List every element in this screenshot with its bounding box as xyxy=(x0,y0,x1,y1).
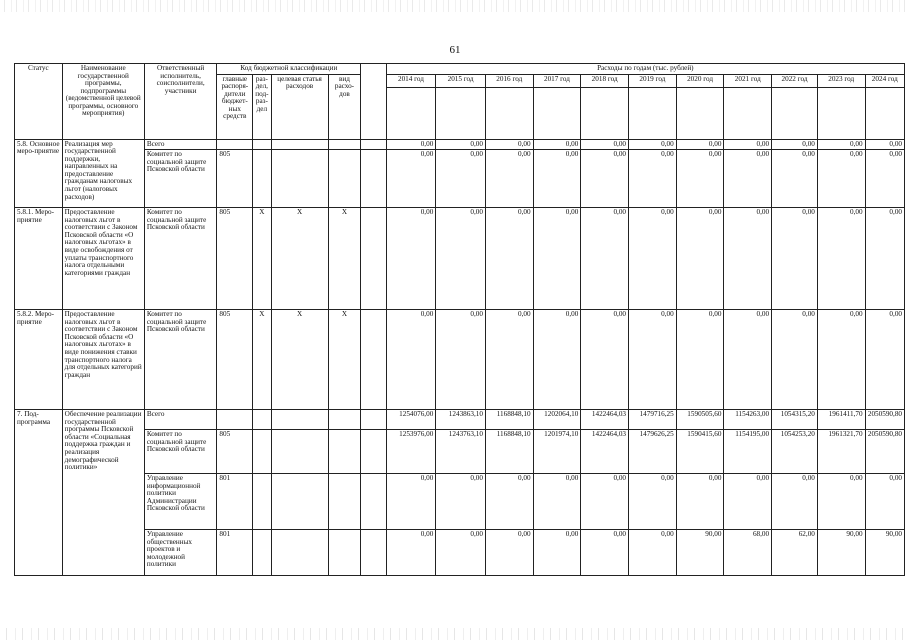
row-value: 0,00 xyxy=(533,208,581,310)
row-value: 2050590,80 xyxy=(865,410,904,430)
row-value: 0,00 xyxy=(386,139,436,150)
header-grbs: главные распоря-дители бюджет-ных средств xyxy=(217,74,253,139)
row-value: 0,00 xyxy=(436,530,486,576)
row-grbs: 805 xyxy=(217,150,253,208)
row-csr xyxy=(271,410,328,430)
row-value: 90,00 xyxy=(676,530,724,576)
header-vr: вид расхо-дов xyxy=(328,74,361,139)
row-executor: Комитет по социальной защите Псковской области xyxy=(144,430,217,474)
row-value: 2050590,80 xyxy=(865,430,904,474)
header-status: Статус xyxy=(15,64,63,140)
row-executor: Комитет по социальной защите Псковской области xyxy=(144,208,217,310)
row-rzpr xyxy=(253,474,271,530)
header-year-spacer xyxy=(629,87,677,139)
row-value: 0,00 xyxy=(533,139,581,150)
row-value: 0,00 xyxy=(676,310,724,410)
row-vr xyxy=(328,139,361,150)
row-value: 0,00 xyxy=(865,150,904,208)
row-value: 1479716,25 xyxy=(629,410,677,430)
row-csr xyxy=(271,139,328,150)
row-value: 0,00 xyxy=(772,474,818,530)
header-year-spacer xyxy=(386,87,436,139)
row-value: 0,00 xyxy=(724,139,772,150)
row-value: 0,00 xyxy=(772,310,818,410)
scan-edge-bottom xyxy=(0,628,905,640)
row-vr xyxy=(328,410,361,430)
row-value: 1479626,25 xyxy=(629,430,677,474)
row-value: 0,00 xyxy=(772,208,818,310)
row-value: 0,00 xyxy=(865,139,904,150)
header-year: 2018 год xyxy=(581,74,629,87)
header-blank xyxy=(361,64,386,140)
table-row xyxy=(15,139,905,150)
row-status: 5.8.1. Меро-приятие xyxy=(15,208,63,310)
table-row xyxy=(15,474,905,530)
row-blank xyxy=(361,150,386,208)
row-value: 1422464,03 xyxy=(581,410,629,430)
row-value: 0,00 xyxy=(629,208,677,310)
table-row xyxy=(15,410,905,430)
table-row xyxy=(15,310,905,410)
row-value: 0,00 xyxy=(436,150,486,208)
header-year-spacer xyxy=(772,87,818,139)
row-rzpr xyxy=(253,150,271,208)
header-year-spacer xyxy=(817,87,865,139)
row-csr xyxy=(271,430,328,474)
row-value: 0,00 xyxy=(485,208,533,310)
row-name: Обеспечение реализации государственной программы Псковской области «Социальная поддержка граждан и реализация демографической политики» xyxy=(62,410,144,576)
row-value: 0,00 xyxy=(629,310,677,410)
header-year: 2014 год xyxy=(386,74,436,87)
row-value: 1961411,70 xyxy=(817,410,865,430)
row-rzpr: Х xyxy=(253,208,271,310)
header-executor: Ответственный исполнитель, соисполнители, участники xyxy=(144,64,217,140)
header-year: 2017 год xyxy=(533,74,581,87)
row-value: 0,00 xyxy=(865,208,904,310)
row-value: 0,00 xyxy=(817,150,865,208)
header-expenses-title: Расходы по годам (тыс. рублей) xyxy=(386,64,904,75)
row-value: 0,00 xyxy=(629,530,677,576)
row-blank xyxy=(361,530,386,576)
row-executor: Всего xyxy=(144,410,217,430)
row-value: 0,00 xyxy=(676,474,724,530)
row-value: 1054315,20 xyxy=(772,410,818,430)
table-row xyxy=(15,150,905,208)
table-row xyxy=(15,430,905,474)
row-blank xyxy=(361,139,386,150)
header-rzpr: раз-дел, под-раз-дел xyxy=(253,74,271,139)
row-grbs: 805 xyxy=(217,310,253,410)
row-vr xyxy=(328,430,361,474)
row-value: 90,00 xyxy=(817,530,865,576)
row-value: 1422464,03 xyxy=(581,430,629,474)
row-value: 1590505,60 xyxy=(676,410,724,430)
budget-table xyxy=(14,63,905,576)
header-year-spacer xyxy=(676,87,724,139)
row-value: 1201974,10 xyxy=(533,430,581,474)
row-value: 0,00 xyxy=(436,474,486,530)
row-name: Предоставление налоговых льгот в соответствии с Законом Псковской области «О налоговых льготах» в виде освобождения от уплаты транспортного налога отдельными категориями граждан xyxy=(62,208,144,310)
row-value: 0,00 xyxy=(629,474,677,530)
row-value: 0,00 xyxy=(485,530,533,576)
row-value: 0,00 xyxy=(581,310,629,410)
row-status: 5.8. Основное меро-приятие xyxy=(15,139,63,208)
row-value: 0,00 xyxy=(533,150,581,208)
row-value: 0,00 xyxy=(817,474,865,530)
row-value: 0,00 xyxy=(676,208,724,310)
row-value: 1254076,00 xyxy=(386,410,436,430)
page-number: 61 xyxy=(449,44,461,56)
table-row xyxy=(15,530,905,576)
row-value: 0,00 xyxy=(676,150,724,208)
row-value: 0,00 xyxy=(817,208,865,310)
row-executor: Комитет по социальной защите Псковской области xyxy=(144,150,217,208)
row-rzpr xyxy=(253,410,271,430)
row-value: 0,00 xyxy=(724,474,772,530)
row-value: 0,00 xyxy=(533,530,581,576)
row-blank xyxy=(361,474,386,530)
row-value: 1168848,10 xyxy=(485,430,533,474)
row-value: 0,00 xyxy=(386,474,436,530)
row-grbs: 805 xyxy=(217,208,253,310)
row-value: 0,00 xyxy=(533,310,581,410)
row-value: 1590415,60 xyxy=(676,430,724,474)
row-blank xyxy=(361,208,386,310)
row-rzpr xyxy=(253,139,271,150)
row-value: 0,00 xyxy=(485,139,533,150)
row-grbs: 801 xyxy=(217,474,253,530)
row-value: 0,00 xyxy=(581,208,629,310)
row-value: 0,00 xyxy=(533,474,581,530)
row-executor: Комитет по социальной защите Псковской области xyxy=(144,310,217,410)
row-value: 0,00 xyxy=(386,530,436,576)
row-csr xyxy=(271,474,328,530)
row-value: 0,00 xyxy=(817,139,865,150)
row-vr: Х xyxy=(328,310,361,410)
row-value: 0,00 xyxy=(581,474,629,530)
row-value: 1154195,00 xyxy=(724,430,772,474)
row-value: 0,00 xyxy=(436,310,486,410)
row-value: 0,00 xyxy=(865,474,904,530)
row-rzpr: Х xyxy=(253,310,271,410)
row-vr: Х xyxy=(328,208,361,310)
header-name: Наименование государственной программы, подпрограммы (ведомственной целевой программы, основного мероприятия) xyxy=(62,64,144,140)
row-rzpr xyxy=(253,430,271,474)
row-value: 1154263,00 xyxy=(724,410,772,430)
row-blank xyxy=(361,410,386,430)
row-vr xyxy=(328,150,361,208)
header-year-spacer xyxy=(724,87,772,139)
row-csr xyxy=(271,530,328,576)
row-csr xyxy=(271,150,328,208)
header-year-spacer xyxy=(436,87,486,139)
row-executor: Управление общественных проектов и молодежной политики xyxy=(144,530,217,576)
row-value: 1243863,10 xyxy=(436,410,486,430)
row-grbs: 805 xyxy=(217,430,253,474)
row-status: 7. Под-программа xyxy=(15,410,63,576)
header-year: 2023 год xyxy=(817,74,865,87)
row-value: 68,00 xyxy=(724,530,772,576)
row-value: 0,00 xyxy=(724,208,772,310)
row-value: 1243763,10 xyxy=(436,430,486,474)
row-csr: Х xyxy=(271,208,328,310)
row-value: 0,00 xyxy=(485,150,533,208)
row-blank xyxy=(361,310,386,410)
row-value: 0,00 xyxy=(676,139,724,150)
header-csr: целевая статья расходов xyxy=(271,74,328,139)
header-year: 2022 год xyxy=(772,74,818,87)
row-value: 0,00 xyxy=(436,208,486,310)
row-value: 90,00 xyxy=(865,530,904,576)
row-vr xyxy=(328,474,361,530)
header-year: 2024 год xyxy=(865,74,904,87)
row-value: 0,00 xyxy=(485,310,533,410)
header-year-spacer xyxy=(533,87,581,139)
row-value: 1253976,00 xyxy=(386,430,436,474)
row-value: 0,00 xyxy=(724,150,772,208)
row-value: 0,00 xyxy=(386,150,436,208)
row-value: 1168848,10 xyxy=(485,410,533,430)
row-vr xyxy=(328,530,361,576)
row-value: 0,00 xyxy=(724,310,772,410)
header-budget-code: Код бюджетной классификации xyxy=(217,64,361,75)
row-name: Реализация мер государственной поддержки, направленных на предоставление гражданам налоговых льгот (налоговых расходов) xyxy=(62,139,144,208)
row-value: 0,00 xyxy=(581,530,629,576)
row-grbs xyxy=(217,410,253,430)
row-value: 1202064,10 xyxy=(533,410,581,430)
row-value: 0,00 xyxy=(386,310,436,410)
row-value: 0,00 xyxy=(772,150,818,208)
row-status: 5.8.2. Меро-приятие xyxy=(15,310,63,410)
header-year-spacer xyxy=(581,87,629,139)
row-value: 0,00 xyxy=(581,150,629,208)
header-year: 2019 год xyxy=(629,74,677,87)
header-year: 2015 год xyxy=(436,74,486,87)
row-grbs: 801 xyxy=(217,530,253,576)
row-value: 0,00 xyxy=(817,310,865,410)
scan-edge-top xyxy=(0,0,905,12)
row-name: Предоставление налоговых льгот в соответствии с Законом Псковской области «О налоговых льготах» в виде понижения ставки транспортного налога для отдельных категорий граждан xyxy=(62,310,144,410)
row-grbs xyxy=(217,139,253,150)
row-value: 62,00 xyxy=(772,530,818,576)
row-rzpr xyxy=(253,530,271,576)
row-value: 0,00 xyxy=(865,310,904,410)
row-value: 0,00 xyxy=(436,139,486,150)
header-year-spacer xyxy=(485,87,533,139)
row-executor: Управление информационной политики Администрации Псковской области xyxy=(144,474,217,530)
row-value: 0,00 xyxy=(629,139,677,150)
header-year: 2016 год xyxy=(485,74,533,87)
row-value: 0,00 xyxy=(629,150,677,208)
row-value: 0,00 xyxy=(581,139,629,150)
row-value: 0,00 xyxy=(386,208,436,310)
row-csr: Х xyxy=(271,310,328,410)
header-year: 2021 год xyxy=(724,74,772,87)
row-value: 0,00 xyxy=(772,139,818,150)
row-executor: Всего xyxy=(144,139,217,150)
row-blank xyxy=(361,430,386,474)
row-value: 1054253,20 xyxy=(772,430,818,474)
header-year-spacer xyxy=(865,87,904,139)
header-year: 2020 год xyxy=(676,74,724,87)
row-value: 0,00 xyxy=(485,474,533,530)
table-row xyxy=(15,208,905,310)
row-value: 1961321,70 xyxy=(817,430,865,474)
